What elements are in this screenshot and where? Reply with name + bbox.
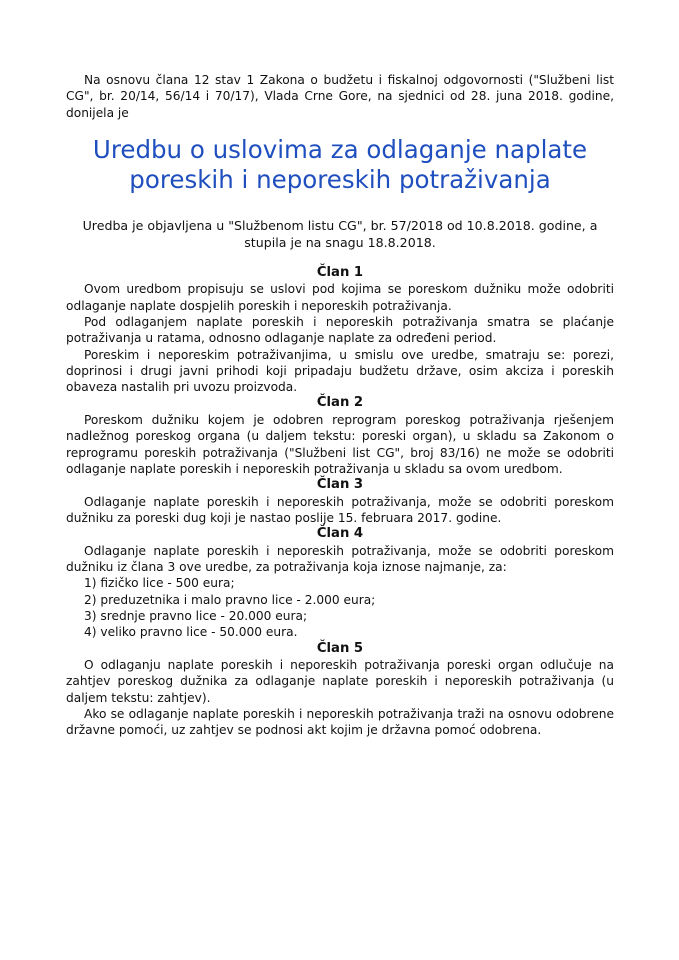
article-4-paragraph-1: Odlaganje naplate poreskih i neporeskih potraživanja, može se odobriti poreskom dužniku iz člana 3 ove uredbe, za potraživanja koja iznose najmanje, za: [66, 543, 614, 575]
article-5-paragraph-1: O odlaganju naplate poreskih i neporeskih potraživanja poreski organ odlučuje na zahtjev poreskog dužnika za odlaganje naplate poreskih i neporeskih potraživanja (u daljem tekstu: zahtjev). [66, 658, 614, 705]
article-5-paragraph-2: Ako se odlaganje naplate poreskih i neporeskih potraživanja traži na osnovu odobrene državne pomoći, uz zahtjev se podnosi akt kojim je državna pomoć odobrena. [66, 706, 614, 738]
article-1-paragraph-2: Pod odlaganjem naplate poreskih i neporeskih potraživanja smatra se plaćanje potraživanja u ratama, odnosno odlaganje naplate za određeni period. [66, 314, 614, 346]
document-page [66, 72, 614, 739]
article-3-paragraph-1: Odlaganje naplate poreskih i neporeskih potraživanja, može se odobriti poreskom dužniku za poreski dug koji je nastao poslije 15. februara 2017. godine. [66, 494, 614, 525]
article-1-paragraph-1: Ovom uredbom propisuju se uslovi pod kojima se poreskom dužniku može odobriti odlaganje naplate dospjelih poreskih i neporeskih potraživanja. [66, 282, 614, 313]
publication-note: Uredba je objavljena u "Službenom listu CG", br. 57/2018 od 10.8.2018. godine, a stupila je na snagu 18.8.2018. [82, 217, 598, 250]
article-1-paragraph-3: Poreskim i neporeskim potraživanjima, u smislu ove uredbe, smatraju se: porezi, doprinosi i drugi javni prihodi koji pripadaju budžetu države, osim akciza i poreskih obaveza nastalih pri uvozu proizvoda. [66, 347, 614, 395]
list-item: 3) srednje pravno lice - 20.000 eura; [84, 608, 308, 623]
article-2-paragraph-1: Poreskom dužniku kojem je odobren reprogram poreskog potraživanja rješenjem nadležnog poreskog organa (u daljem tekstu: poreski organ), u skladu sa Zakonom o reprogramu poreskih potraživanja ("Službeni list CG", broj 83/16) ne može se odobriti odlaganje naplate poreskih i neporeskih potraživanja u skladu sa ovom uredbom. [66, 412, 614, 476]
article-heading-2: Član 2 [316, 395, 364, 411]
intro-paragraph: Na osnovu člana 12 stav 1 Zakona o budžetu i fiskalnoj odgovornosti ("Službeni list CG", br. 20/14, 56/14 i 70/17), Vlada Crne Gore, na sjednici od 28. juna 2018. godine, donijela je [66, 73, 614, 120]
list-item: 4) veliko pravno lice - 50.000 eura. [84, 625, 298, 640]
article-heading-4: Član 4 [316, 526, 364, 542]
article-heading-1: Član 1 [316, 264, 364, 280]
list-item: 1) fizičko lice - 500 eura; [84, 576, 235, 591]
article-heading-3: Član 3 [316, 477, 364, 493]
list-item: 2) preduzetnika i malo pravno lice - 2.000 eura; [84, 592, 376, 607]
document-title: Uredbu o uslovima za odlaganje naplate poreskih i neporeskih potraživanja [92, 134, 588, 194]
article-heading-5: Član 5 [316, 640, 364, 656]
threshold-list [66, 575, 614, 640]
